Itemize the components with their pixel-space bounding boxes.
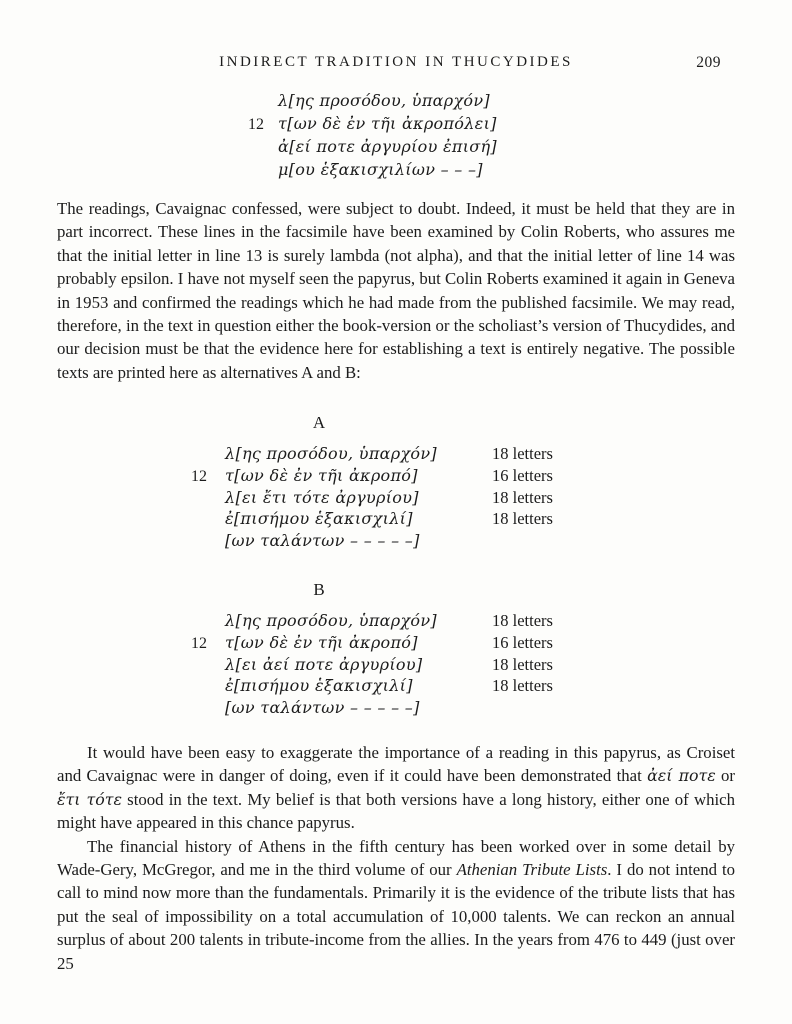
letter-count: 18 letters	[492, 509, 553, 529]
greek-text: ἐ[πισήμου ἑξακισχιλί]	[225, 509, 413, 529]
letter-count: 18 letters	[492, 444, 553, 463]
greek-text: μ[ου ἑξακισχιλίων – – –]	[278, 160, 483, 179]
greek-text: λ[ης προσόδου, ὑπαρχόν]	[225, 444, 437, 463]
text-run: stood in the text. My belief is that both versions have a long history, either one of which might have appeared in this chance papyrus.	[57, 789, 735, 833]
alternative-a-heading: A	[312, 413, 326, 432]
greek-text: λ[ης προσόδου, ὑπαρχόν]	[278, 91, 490, 110]
greek-text: λ[ης προσόδου, ὑπαρχόν]	[225, 611, 437, 630]
papyrus-line	[181, 655, 553, 677]
greek-text: ἐ[πισήμου ἑξακισχιλί]	[225, 676, 413, 696]
greek-text: τ[ων δὲ ἐν τῆι ἀκροπόλει]	[278, 114, 497, 133]
paragraph-financial-history	[57, 835, 735, 975]
greek-phrase: ἀεί ποτε	[647, 766, 716, 786]
papyrus-line	[181, 698, 553, 720]
papyrus-line	[181, 466, 553, 488]
line-number: 12	[191, 634, 207, 652]
papyrus-line	[238, 114, 497, 137]
papyrus-line	[181, 509, 553, 531]
letter-count: 18 letters	[492, 654, 553, 674]
letter-count: 16 letters	[492, 632, 553, 652]
text-run: It would have been easy to exaggerate the importance of a reading in this papyrus, as Croiset and Cavaignac were in danger of doing, even if it could have been demonstrated that	[57, 743, 735, 786]
running-title: INDIRECT TRADITION IN THUCYDIDES	[219, 54, 573, 70]
text-run: or	[715, 766, 736, 786]
greek-text: λ[ει ἔτι τότε ἀργυρίου]	[225, 487, 419, 507]
papyrus-line	[181, 676, 553, 698]
book-title: Athenian Tribute Lists	[456, 860, 608, 880]
papyrus-line	[181, 488, 553, 510]
letter-count: 18 letters	[492, 611, 553, 630]
papyrus-line	[181, 633, 553, 655]
greek-text: [ων ταλάντων – – – – –]	[225, 698, 420, 718]
papyrus-line	[181, 611, 553, 633]
greek-text: λ[ει ἀεί ποτε ἀργυρίου]	[225, 654, 423, 674]
line-number: 12	[248, 116, 264, 133]
alternative-b-block	[181, 611, 553, 720]
page-number: 209	[696, 54, 721, 71]
greek-text: τ[ων δὲ ἐν τῆι ἀκροπό]	[225, 632, 418, 652]
greek-phrase: ἔτι τότε	[57, 789, 122, 809]
letter-count: 18 letters	[492, 487, 553, 507]
papyrus-line	[181, 531, 553, 553]
text-run: . I do not intend to call to mind now more than the fundamentals. Primarily it is the evidence of the tribute lists that has put the seal of impossibility on a total accumulation of 10,000 talents. We can reckon an annual surplus of about 200 talents in tribute-income from the allies. In the years from 476 to 449 (just over 25	[57, 860, 736, 973]
papyrus-line	[238, 91, 497, 114]
greek-text: ἀ[εί ποτε ἀργυρίου ἐπισή]	[278, 137, 497, 156]
text-run: The financial history of Athens in the fifth century has been worked over in some detail by Wade-Gery, McGregor, and me in the third volume of our	[57, 836, 735, 880]
paragraph-readings: The readings, Cavaignac confessed, were subject to doubt. Indeed, it must be held that they are in part incorrect. These lines in the facsimile have been examined by Colin Roberts, who assures me that the initial letter in line 13 is surely lambda (not alpha), and that the initial letter of line 14 was probably epsilon. I have not myself seen the papyrus, but Colin Roberts examined it again in Geneva in 1953 and confirmed the readings which he had made from the published facsimile. We may read, therefore, in the text in question either the book-version or the scholiast’s version of Thucydides, and our decision must be that the evidence here for establishing a text is entirely negative. The possible texts are printed here as alternatives A and B:	[57, 199, 735, 382]
papyrus-line	[181, 444, 553, 466]
papyrus-line	[238, 160, 497, 183]
running-head	[57, 54, 735, 71]
paragraph-exaggerate	[57, 741, 735, 835]
papyrus-line	[238, 137, 497, 160]
greek-text: τ[ων δὲ ἐν τῆι ἀκροπό]	[225, 465, 418, 485]
closing-paragraphs	[57, 741, 735, 975]
letter-count: 16 letters	[492, 465, 553, 485]
line-number: 12	[191, 467, 207, 485]
alternative-a-block	[181, 444, 553, 553]
letter-count: 18 letters	[492, 676, 553, 696]
greek-text: [ων ταλάντων – – – – –]	[225, 531, 420, 551]
alternative-b-heading: B	[313, 580, 325, 599]
papyrus-restoration-block	[238, 91, 497, 183]
